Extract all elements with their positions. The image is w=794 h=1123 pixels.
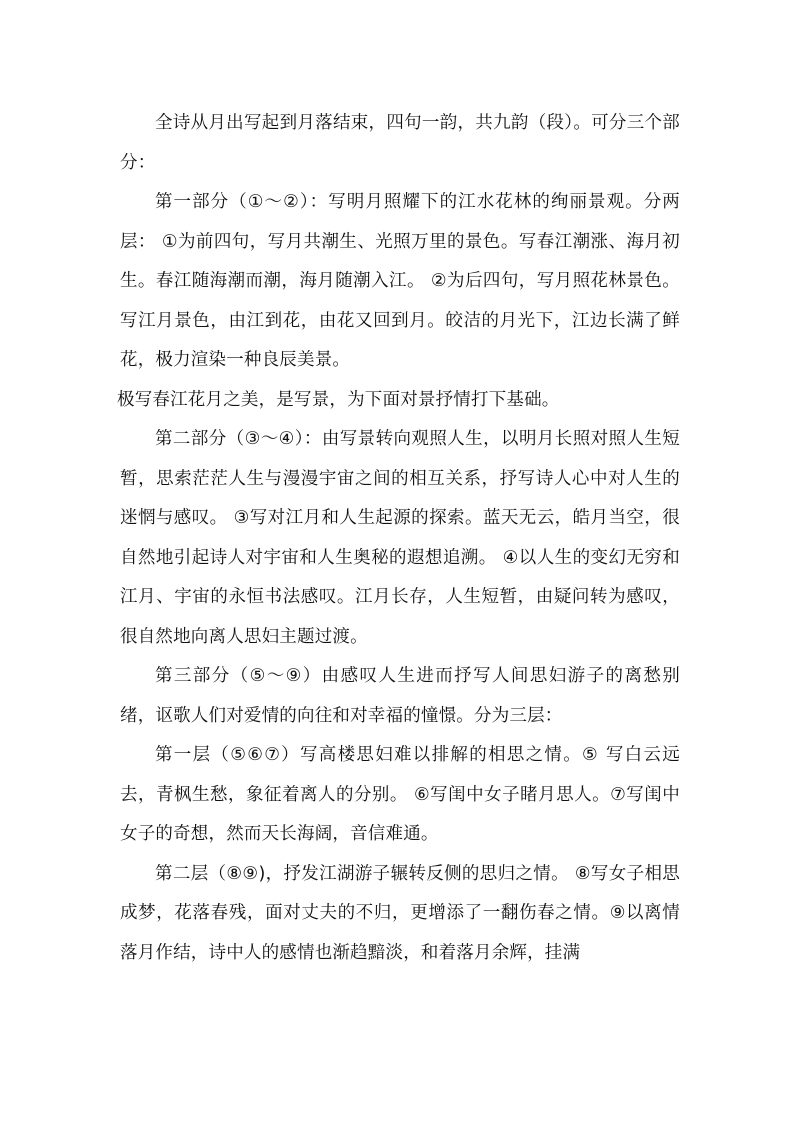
paragraph-part-three: 第三部分（⑤～⑨）由感叹人生进而抒写人间思妇游子的离愁别绪，讴歌人们对爱情的向往和对幸福的憧憬。分为三层： (120, 666, 680, 726)
paragraph-part-one: 第一部分（①～②）：写明月照耀下的江水花林的绚丽景观。分两层： ①为前四句，写月共潮生、光照万里的景色。写春江潮涨、海月初生。春江随海潮而潮，海月随潮入江。 ②为后四句，写月照花林景色。写江月景色，由江到花，由花又回到月。皎洁的月光下，江边长满了鲜花，极力渲染一种良辰美景。 (120, 192, 680, 370)
paragraph-layer-one: 第一层（⑤⑥⑦）写高楼思妇难以排解的相思之情。⑤ 写白云远去，青枫生愁，象征着离人的分别。 ⑥写闺中女子睹月思人。⑦写闺中女子的奇想，然而天长海阔，音信难通。 (120, 745, 680, 844)
paragraph-part-one-summary: 极写春江花月之美，是写景，为下面对景抒情打下基础。 (117, 389, 560, 410)
paragraph-intro: 全诗从月出写起到月落结束，四句一韵，共九韵（段）。可分三个部分： (120, 113, 680, 173)
paragraph-part-two: 第二部分（③～④）：由写景转向观照人生，以明月长照对照人生短暂，思索茫茫人生与漫漫宇宙之间的相互关系，抒写诗人心中对人生的迷惘与感叹。 ③写对江月和人生起源的探索。蓝天无云，皓月当空，很自然地引起诗人对宇宙和人生奥秘的遐想追溯。 ④以人生的变幻无穷和江月、宇宙的永恒书法感叹。江月长存，人生短暂，由疑问转为感叹，很自然地向离人思妇主题过渡。 (120, 429, 680, 647)
document-body (117, 104, 680, 973)
paragraph-layer-two: 第二层（⑧⑨)，抒发江湖游子辗转反侧的思归之情。 ⑧写女子相思成梦，花落春残，面对丈夫的不归，更增添了一翻伤春之情。⑨以离情落月作结，诗中人的感情也渐趋黯淡，和着落月余辉，挂满 (120, 863, 680, 963)
